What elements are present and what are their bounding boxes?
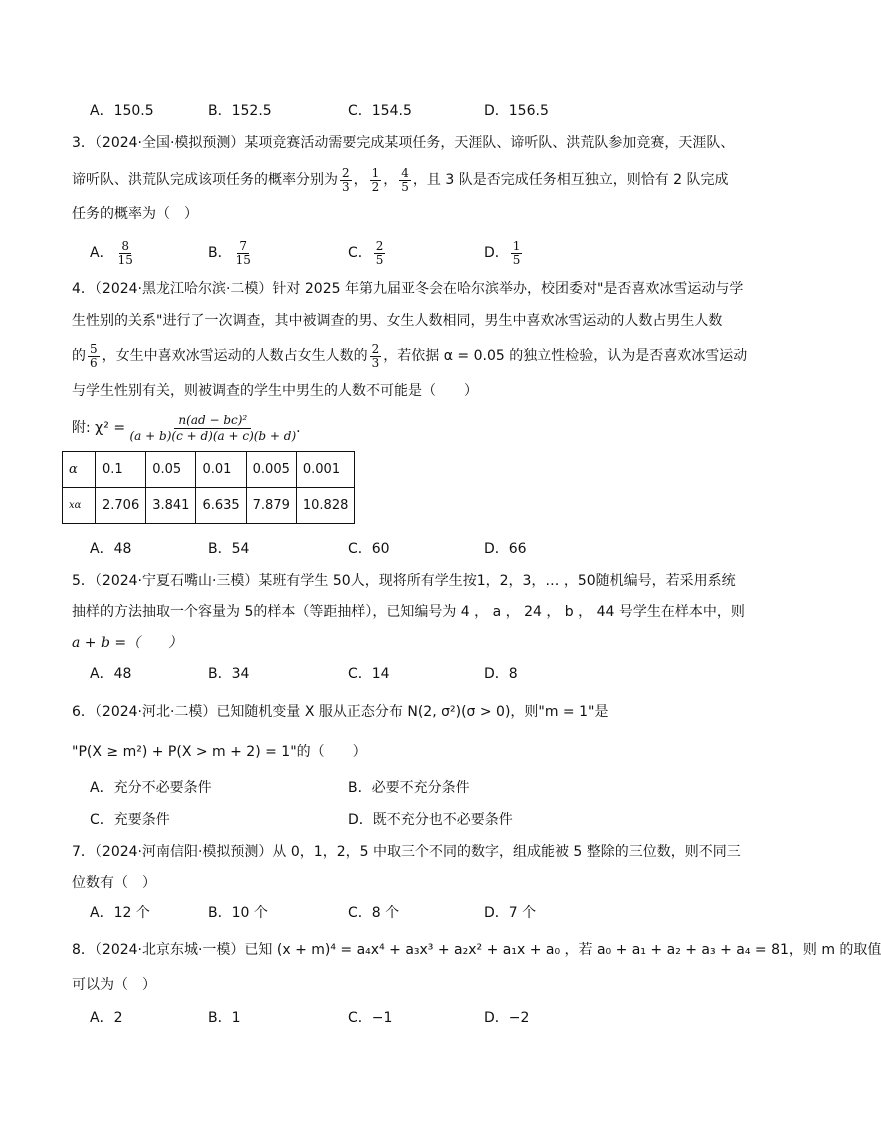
q5-stem-line1: 5．（2024·宁夏石嘴山·三模）某班有学生 50人，现将所有学生按1，2，3，… ，50随机编号，若采用系统 bbox=[72, 573, 736, 589]
q3-stem-tail: ，且 3 队是否完成任务相互独立，则恰有 2 队完成 bbox=[412, 172, 729, 188]
table-cell: 0.005 bbox=[246, 452, 296, 488]
q8-option-a[interactable]: A．2 bbox=[90, 1010, 123, 1026]
q5-option-b[interactable]: B．34 bbox=[208, 666, 250, 682]
q3-stem-line1: 3．（2024·全国·模拟预测）某项竞赛活动需要完成某项任务，天涯队、谛听队、洪荒队参加竞赛，天涯队、 bbox=[72, 135, 735, 151]
table-cell: 7.879 bbox=[246, 488, 296, 524]
q4-stem-line3: 的 $\frac{5}{6}$ ，女生中喜欢冰雪运动的人数占女生人数的 $\frac{2}{3}$ ，若依据 α = 0.05 的独立性检验，认为是否喜欢冰雪运动 bbox=[72, 341, 748, 370]
table-cell: 2.706 bbox=[96, 488, 146, 524]
q4-fraction-b: $\frac{2}{3}$ bbox=[371, 341, 380, 370]
chi-square-fraction: $\frac{\text{n(ad − bc)²}}{(a + b)(c + d)(a + c)(b + d)}$ bbox=[129, 412, 297, 443]
q6-options-row1 bbox=[90, 776, 734, 800]
q4-option-a[interactable]: A．48 bbox=[90, 541, 132, 557]
q8-option-b[interactable]: B．1 bbox=[208, 1010, 241, 1026]
q3-option-d[interactable]: D． $\frac{1}{5}$ bbox=[484, 238, 521, 267]
q4-option-d[interactable]: D．66 bbox=[484, 541, 527, 557]
q2-option-c[interactable]: C．154.5 bbox=[348, 103, 412, 119]
q8-stem-line1: 8．（2024·北京东城·一模）已知 (x + m)⁴ = a₄x⁴ + a₃x³ + a₂x² + a₁x + a₀ ，若 a₀ + a₁ + a₂ + a₃ + a₄ = 81，则 m 的取值 bbox=[72, 942, 881, 958]
table-cell: 10.828 bbox=[296, 488, 355, 524]
q6-option-c[interactable]: C．充要条件 bbox=[90, 812, 170, 828]
q8-option-c[interactable]: C．−1 bbox=[348, 1010, 393, 1026]
q7-option-c[interactable]: C．8 个 bbox=[348, 905, 400, 921]
q5-option-a[interactable]: A．48 bbox=[90, 666, 132, 682]
table-cell: 6.635 bbox=[196, 488, 246, 524]
q4-stem-line1: 4．（2024·黑龙江哈尔滨·二模）针对 2025 年第九届亚冬会在哈尔滨举办，校团委对"是否喜欢冰雪运动与学 bbox=[72, 281, 744, 297]
q2-option-b[interactable]: B．152.5 bbox=[208, 103, 272, 119]
q6-option-b[interactable]: B．必要不充分条件 bbox=[348, 780, 470, 796]
q4-fraction-a: $\frac{5}{6}$ bbox=[90, 341, 98, 370]
table-cell: 3.841 bbox=[146, 488, 196, 524]
q3-fraction-a: $\frac{2}{3}$ bbox=[342, 165, 350, 194]
q5-options bbox=[90, 662, 734, 686]
q3-option-b[interactable]: B． $\frac{7}{15}$ bbox=[208, 238, 251, 267]
q8-option-d[interactable]: D．−2 bbox=[484, 1010, 530, 1026]
q4-stem-line2: 生性别的关系"进行了一次调查，其中被调查的男、女生人数相同，男生中喜欢冰雪运动的人数占男生人数 bbox=[72, 313, 723, 329]
q6-options-row2 bbox=[90, 808, 734, 832]
q4-options bbox=[90, 537, 734, 561]
q2-option-a[interactable]: A．150.5 bbox=[90, 103, 154, 119]
q4-option-c[interactable]: C．60 bbox=[348, 541, 390, 557]
table-cell: 0.001 bbox=[296, 452, 355, 488]
q4-option-b[interactable]: B．54 bbox=[208, 541, 250, 557]
q2-options bbox=[90, 99, 734, 123]
q4-stem-line4: 与学生性别有关，则被调查的学生中男生的人数不可能是（ ） bbox=[72, 383, 478, 399]
table-cell: 0.05 bbox=[146, 452, 196, 488]
table-row bbox=[63, 452, 355, 488]
q3-fraction-c: $\frac{4}{5}$ bbox=[401, 165, 409, 194]
q3-option-a[interactable]: A． $\frac{8}{15}$ bbox=[90, 238, 133, 267]
q5-option-c[interactable]: C．14 bbox=[348, 666, 390, 682]
q3-option-c[interactable]: C． $\frac{2}{5}$ bbox=[348, 238, 384, 267]
q2-option-d[interactable]: D．156.5 bbox=[484, 103, 549, 119]
critical-value-table bbox=[62, 451, 355, 524]
q6-option-d[interactable]: D．既不充分也不必要条件 bbox=[348, 812, 513, 828]
q8-options bbox=[90, 1006, 734, 1030]
q3-fraction-b: $\frac{1}{2}$ bbox=[371, 165, 380, 194]
table-cell: 0.1 bbox=[96, 452, 146, 488]
table-row bbox=[63, 488, 355, 524]
q5-stem-line2: 抽样的方法抽取一个容量为 5的样本（等距抽样），已知编号为 4 ， a ， 24 ， b ， 44 号学生在样本中，则 bbox=[72, 604, 745, 620]
q5-stem-line3: a + b =（ ） bbox=[72, 635, 183, 651]
q3-options bbox=[90, 236, 734, 270]
q7-option-b[interactable]: B．10 个 bbox=[208, 905, 268, 921]
table-cell: α bbox=[63, 452, 96, 488]
q7-option-d[interactable]: D．7 个 bbox=[484, 905, 537, 921]
formula-prefix: 附: χ² = bbox=[72, 420, 126, 436]
q6-stem-line2: "P(X ≥ m²) + P(X > m + 2) = 1"的（ ） bbox=[72, 744, 367, 760]
q4-formula: 附: χ² = $\frac{\text{n(ad − bc)²}}{(a + b)(c + d)(a + c)(b + d)}$ . bbox=[72, 412, 301, 443]
q6-stem-line1: 6．（2024·河北·二模）已知随机变量 X 服从正态分布 N(2, σ²)(σ > 0)，则"m = 1"是 bbox=[72, 704, 609, 720]
q8-stem-line2: 可以为（ ） bbox=[72, 977, 156, 993]
q7-option-a[interactable]: A．12 个 bbox=[90, 905, 150, 921]
q7-stem-line1: 7．（2024·河南信阳·模拟预测）从 0，1，2，5 中取三个不同的数字，组成能被 5 整除的三位数，则不同三 bbox=[72, 844, 741, 860]
q7-stem-line2: 位数有（ ） bbox=[72, 875, 156, 891]
q3-stem-line2: 谛听队、洪荒队完成该项任务的概率分别为 $\frac{2}{3}$ ， $\frac{1}{2}$ ， $\frac{4}{5}$ ，且 3 队是否完成任务相互独立，则恰有 2 队完成 bbox=[72, 165, 729, 194]
q7-options bbox=[90, 901, 734, 925]
table-cell: xα bbox=[63, 488, 96, 524]
q3-stem-text: 谛听队、洪荒队完成该项任务的概率分别为 bbox=[72, 172, 338, 188]
q3-stem-line3: 任务的概率为（ ） bbox=[72, 206, 198, 222]
q6-option-a[interactable]: A．充分不必要条件 bbox=[90, 780, 212, 796]
table-cell: 0.01 bbox=[196, 452, 246, 488]
q5-option-d[interactable]: D．8 bbox=[484, 666, 518, 682]
